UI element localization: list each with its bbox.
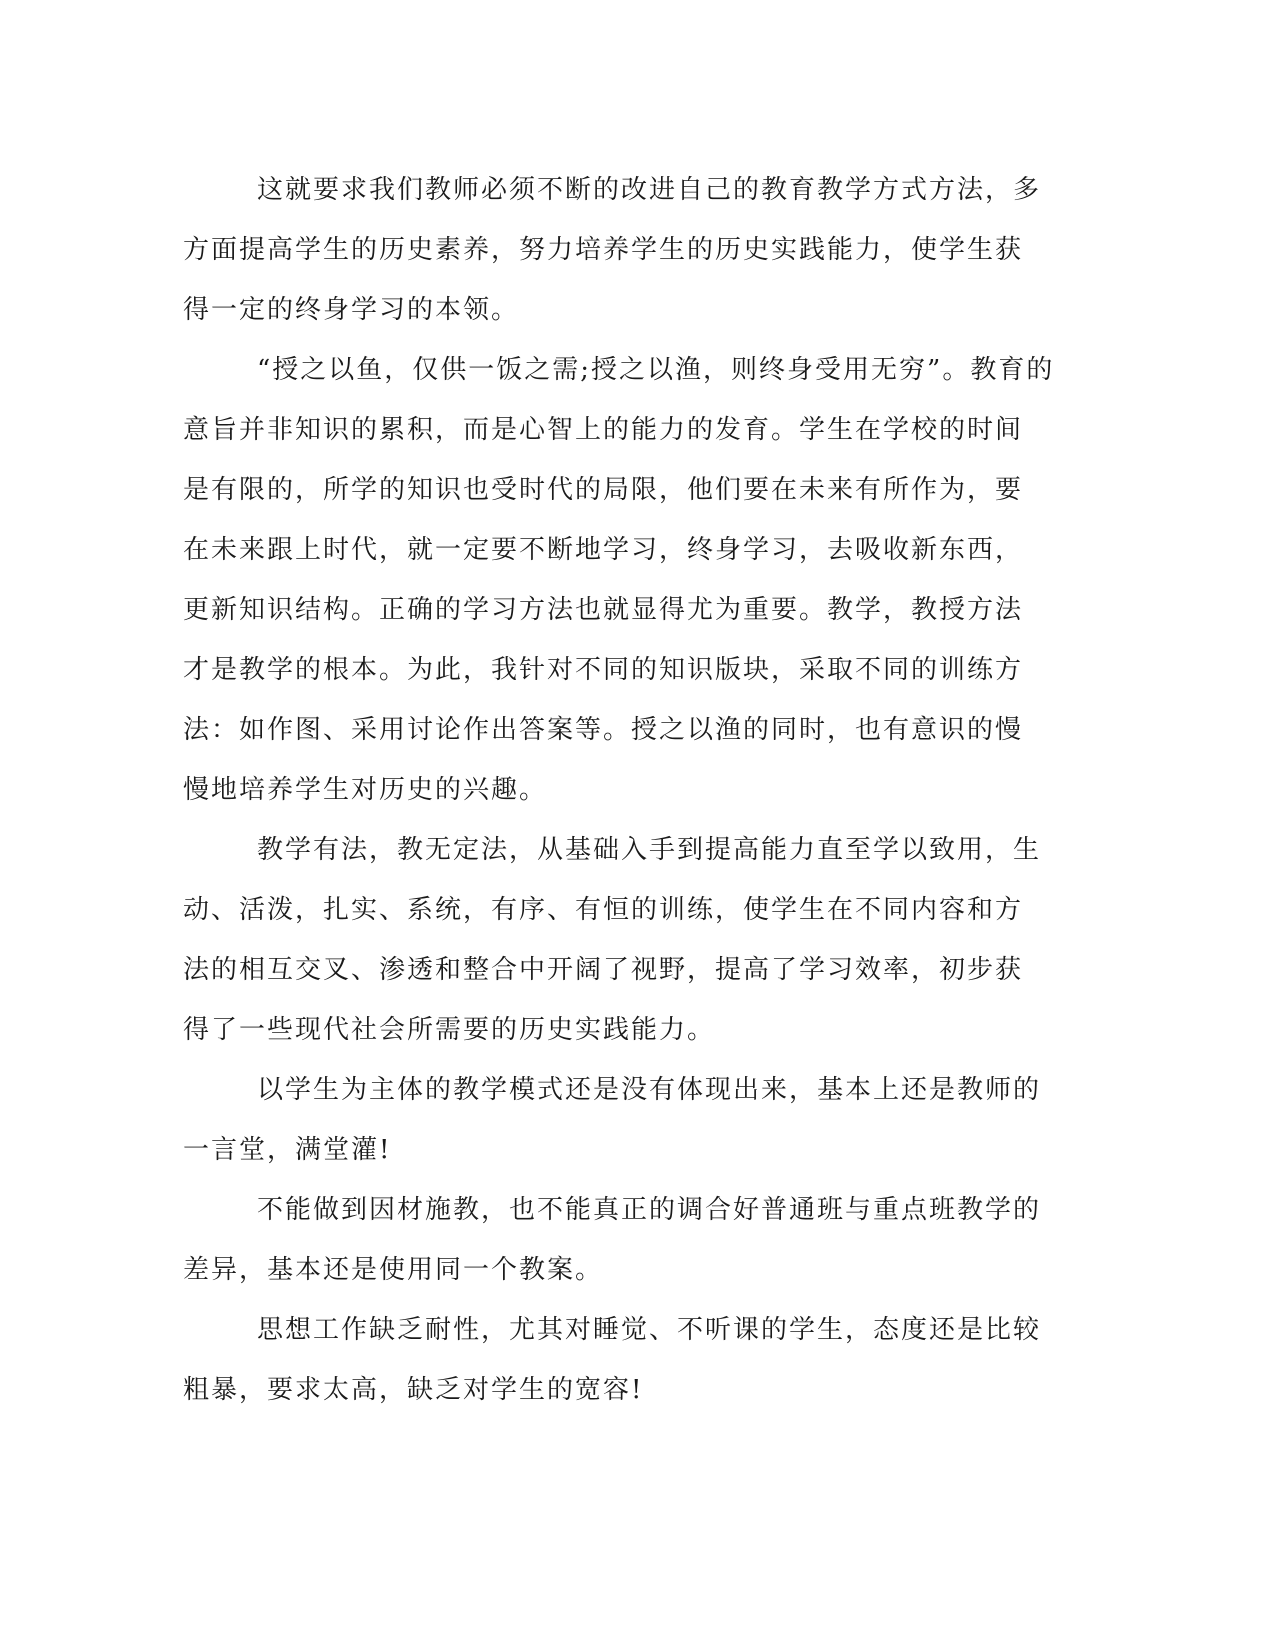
paragraph-line: 一言堂，满堂灌!	[183, 1135, 392, 1165]
paragraph-1	[183, 160, 1042, 340]
paragraph-line: 意旨并非知识的累积，而是心智上的能力的发育。学生在学校的时间	[183, 415, 1024, 445]
paragraph-6	[183, 1300, 1042, 1420]
paragraph-line: 方面提高学生的历史素养，努力培养学生的历史实践能力，使学生获	[183, 235, 1024, 265]
paragraph-line: 法：如作图、采用讨论作出答案等。授之以渔的同时，也有意识的慢	[183, 715, 1024, 745]
paragraph-line: 不能做到因材施教，也不能真正的调合好普通班与重点班教学的	[257, 1195, 1042, 1225]
paragraph-line: 差异，基本还是使用同一个教案。	[183, 1255, 604, 1285]
paragraph-line: 动、活泼，扎实、系统，有序、有恒的训练，使学生在不同内容和方	[183, 895, 1024, 925]
paragraph-5	[183, 1180, 1042, 1300]
paragraph-line: 是有限的，所学的知识也受时代的局限，他们要在未来有所作为，要	[183, 475, 1024, 505]
paragraph-line: 慢地培养学生对历史的兴趣。	[183, 775, 548, 805]
document-body	[183, 160, 1055, 1420]
paragraph-line: “授之以鱼，仅供一饭之需;授之以渔，则终身受用无穷”。教育的	[257, 355, 1055, 385]
paragraph-3	[183, 820, 1042, 1060]
paragraph-line: 得了一些现代社会所需要的历史实践能力。	[183, 1015, 716, 1045]
paragraph-line: 教学有法，教无定法，从基础入手到提高能力直至学以致用，生	[257, 835, 1042, 865]
paragraph-2	[183, 340, 1055, 820]
paragraph-line: 这就要求我们教师必须不断的改进自己的教育教学方式方法，多	[257, 175, 1042, 205]
paragraph-line: 得一定的终身学习的本领。	[183, 295, 520, 325]
paragraph-line: 更新知识结构。正确的学习方法也就显得尤为重要。教学，教授方法	[183, 595, 1024, 625]
paragraph-line: 法的相互交叉、渗透和整合中开阔了视野，提高了学习效率，初步获	[183, 955, 1024, 985]
paragraph-4	[183, 1060, 1042, 1180]
paragraph-line: 粗暴，要求太高，缺乏对学生的宽容!	[183, 1375, 644, 1405]
paragraph-line: 以学生为主体的教学模式还是没有体现出来，基本上还是教师的	[257, 1075, 1042, 1105]
paragraph-line: 才是教学的根本。为此，我针对不同的知识版块，采取不同的训练方	[183, 655, 1024, 685]
paragraph-line: 思想工作缺乏耐性，尤其对睡觉、不听课的学生，态度还是比较	[257, 1315, 1042, 1345]
paragraph-line: 在未来跟上时代，就一定要不断地学习，终身学习，去吸收新东西，	[183, 535, 1024, 565]
